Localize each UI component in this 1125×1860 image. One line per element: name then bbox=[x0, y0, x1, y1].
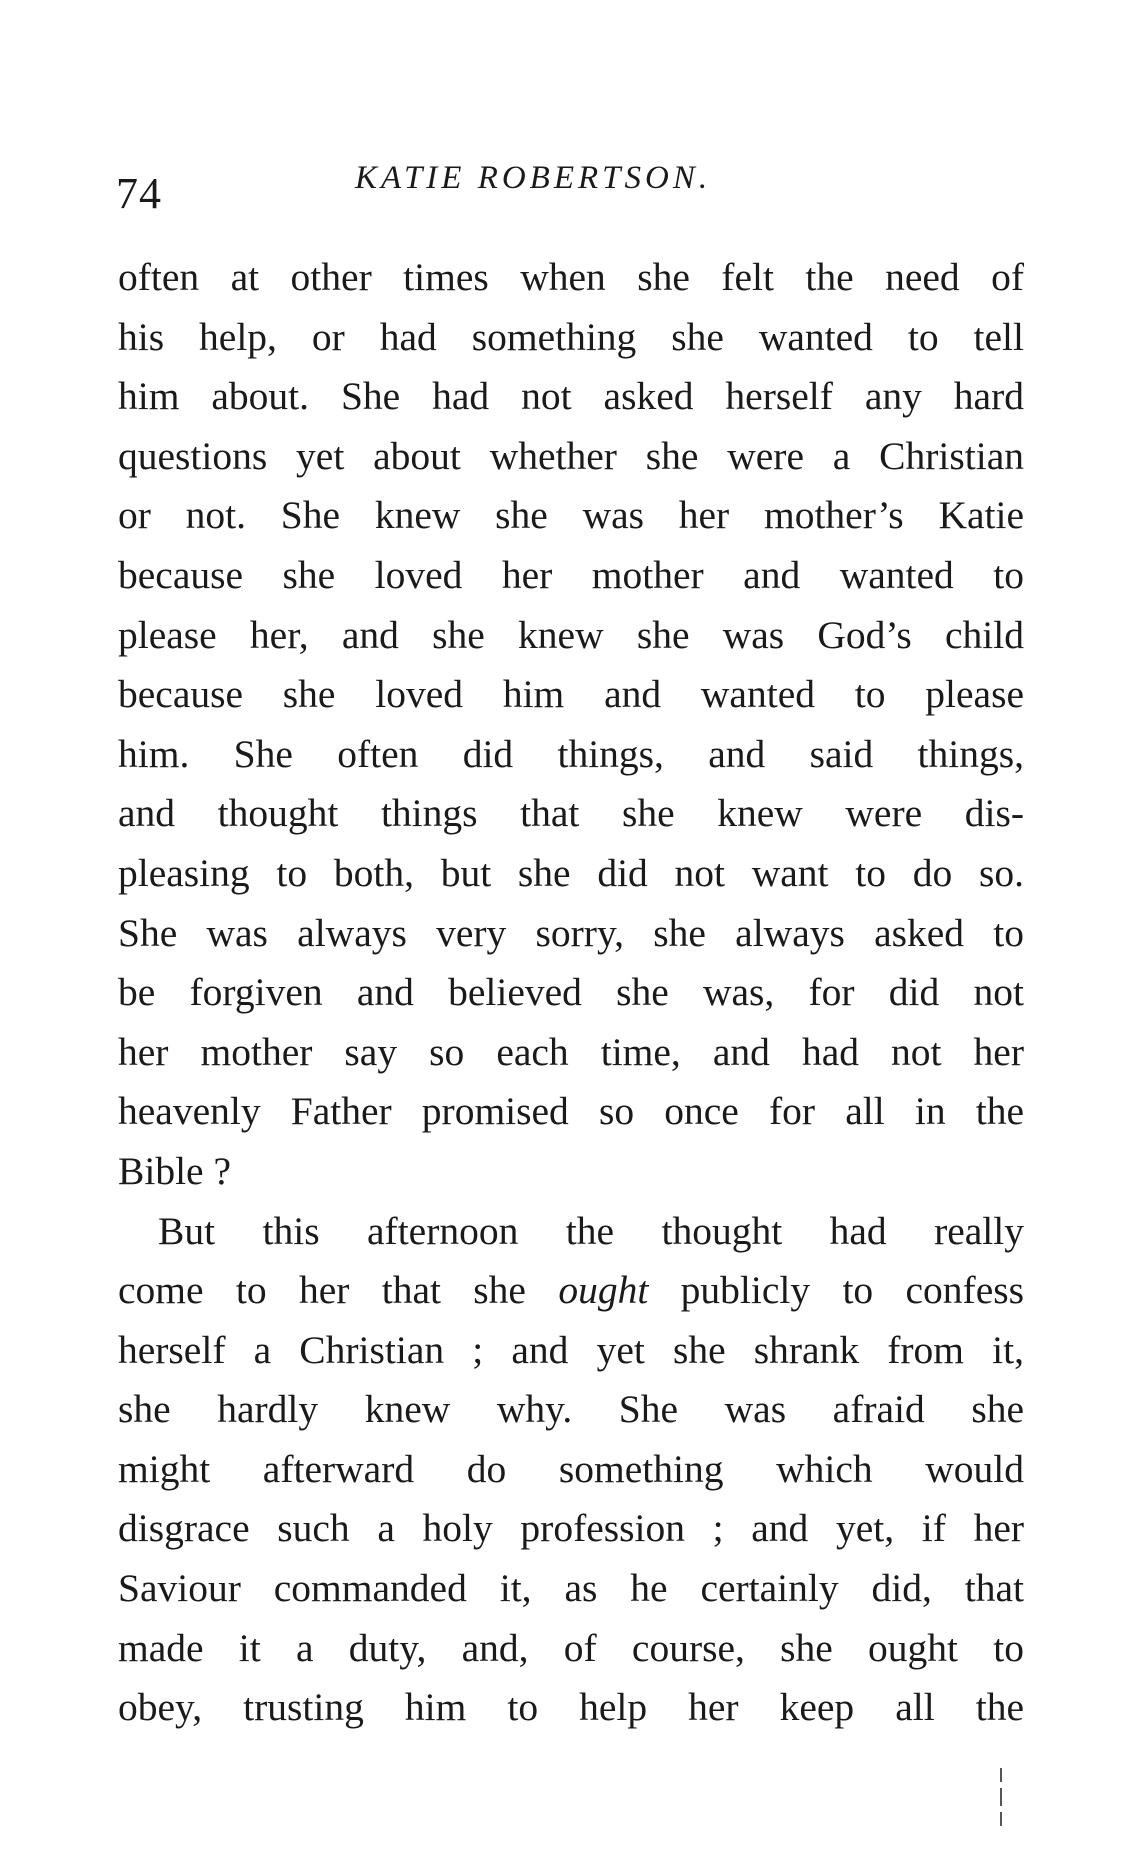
text-line: or not. She knew she was her mother’s Katie bbox=[118, 493, 1024, 538]
text-line: come to her that she ought publicly to confess bbox=[118, 1268, 1024, 1313]
text-line: herself a Christian ; and yet she shrank from it, bbox=[118, 1327, 1024, 1372]
text-line: obey, trusting him to help her keep all the bbox=[118, 1685, 1024, 1730]
emphasized-word: ought bbox=[558, 1268, 649, 1313]
text-line: Bible ? bbox=[118, 1148, 231, 1193]
text-line: please her, and she knew she was God’s child bbox=[118, 612, 1024, 657]
text-line: might afterward do something which would bbox=[118, 1446, 1024, 1491]
text-line: because she loved her mother and wanted to bbox=[118, 552, 1024, 597]
text-line: made it a duty, and, of course, she ought to bbox=[118, 1625, 1024, 1670]
text-line: his help, or had something she wanted to tell bbox=[118, 314, 1024, 359]
text-line: Saviour commanded it, as he certainly did, that bbox=[118, 1566, 1024, 1611]
text-line: heavenly Father promised so once for all in the bbox=[118, 1089, 1024, 1134]
text-line: her mother say so each time, and had not her bbox=[118, 1029, 1024, 1074]
text-line: because she loved him and wanted to please bbox=[118, 672, 1024, 717]
text-line: and thought things that she knew were dis- bbox=[118, 791, 1024, 836]
page-number: 74 bbox=[116, 169, 162, 218]
text-line: disgrace such a holy profession ; and yet, if her bbox=[118, 1506, 1024, 1551]
paragraph-2 bbox=[118, 1202, 1024, 1738]
text-line: be forgiven and believed she was, for did not bbox=[118, 970, 1024, 1015]
paragraph-1 bbox=[118, 248, 1024, 1202]
text-line: questions yet about whether she were a Christian bbox=[118, 433, 1024, 478]
text-line: pleasing to both, but she did not want to do so. bbox=[118, 850, 1024, 895]
text-line: She was always very sorry, she always asked to bbox=[118, 910, 1024, 955]
text-line: him. She often did things, and said things, bbox=[118, 731, 1024, 776]
print-mark bbox=[1000, 1768, 1008, 1838]
text-line: him about. She had not asked herself any hard bbox=[118, 374, 1024, 419]
body-text bbox=[118, 248, 1024, 1738]
text-line: she hardly knew why. She was afraid she bbox=[118, 1387, 1024, 1432]
text-line: But this afternoon the thought had really bbox=[158, 1208, 1024, 1253]
running-head: KATIE ROBERTSON. bbox=[355, 160, 712, 196]
text-line: often at other times when she felt the need of bbox=[118, 255, 1024, 299]
